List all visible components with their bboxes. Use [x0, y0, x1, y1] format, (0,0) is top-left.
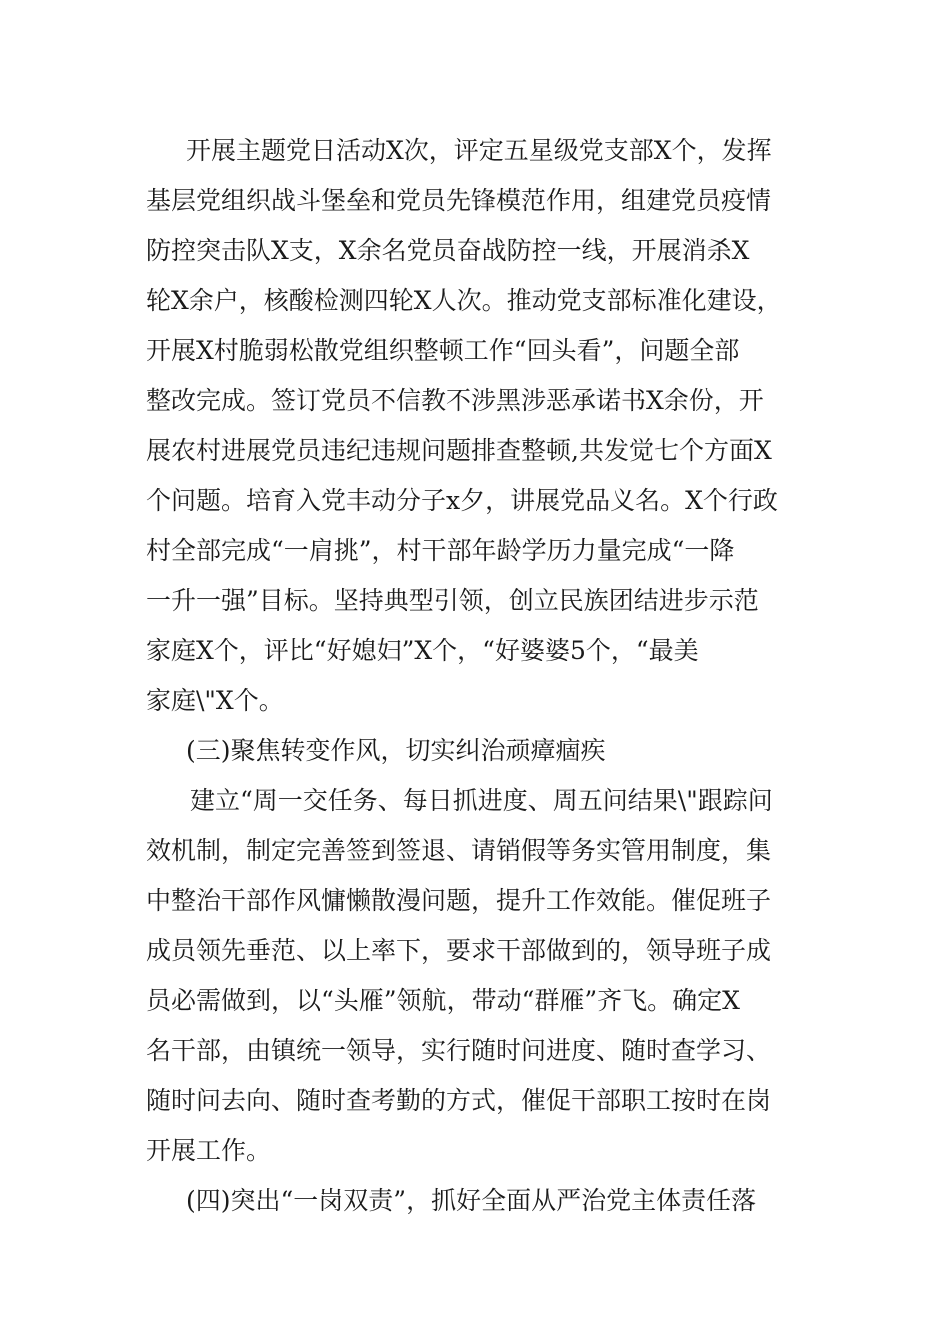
paragraph-2-line-4: 成员领先垂范、以上率下，要求干部做到的，领导班子成	[146, 936, 772, 965]
paragraph-1-line-5: 开展X村脆弱松散党组织整顿工作“回头看”，问题全部	[146, 336, 740, 365]
paragraph-1-line-4: 轮X余户，核酸检测四轮X人次。推动党支部标准化建设，	[146, 286, 782, 315]
paragraph-2-line-3: 中整治干部作风慵懒散漫问题，提升工作效能。催促班子	[146, 886, 772, 915]
paragraph-1-line-12: 家庭\"X个。	[146, 686, 284, 715]
paragraph-2-line-8: 开展工作。	[146, 1136, 272, 1165]
paragraph-2-line-5: 员必需做到，以“头雁”领航，带动“群雁”齐飞。确定X	[146, 986, 740, 1015]
paragraph-2-line-1: 建立“周一交任务、每日抓进度、周五问结果\"跟踪问	[190, 786, 773, 815]
paragraph-2-line-7: 随时问去向、随时查考勤的方式，催促干部职工按时在岗	[146, 1086, 772, 1115]
paragraph-2-line-2: 效机制，制定完善签到签退、请销假等务实管用制度，集	[146, 836, 772, 865]
section-heading-3: (三)聚焦转变作风，切实纠治顽瘴痼疾	[186, 736, 606, 765]
paragraph-1-line-11: 家庭X个，评比“好媳妇”X个，“好婆婆5个，“最美	[146, 636, 699, 665]
paragraph-1-line-7: 展农村进展党员违纪违规问题排查整顿,共发觉七个方面X	[146, 436, 772, 465]
paragraph-2-line-6: 名干部，由镇统一领导，实行随时问进度、随时查学习、	[146, 1036, 772, 1065]
paragraph-1-line-8: 个问题。培育入党丰动分子x夕，讲展党品义名。X个行政	[146, 486, 778, 515]
paragraph-1-line-3: 防控突击队X支，X余名党员奋战防控一线，开展消杀X	[146, 236, 750, 265]
paragraph-1-line-1: 开展主题党日活动X次，评定五星级党支部X个，发挥	[186, 136, 772, 165]
paragraph-1-line-6: 整改完成。签订党员不信教不涉黑涉恶承诺书X余份，开	[146, 386, 764, 415]
paragraph-1-line-10: 一升一强”目标。坚持典型引领，创立民族团结进步示范	[146, 586, 759, 615]
paragraph-1-line-9: 村全部完成“一肩挑”，村干部年龄学历力量完成“一降	[146, 536, 735, 565]
section-heading-4: (四)突出“一岗双责”，抓好全面从严治党主体责任落	[186, 1186, 757, 1215]
paragraph-1-line-2: 基层党组织战斗堡垒和党员先锋模范作用，组建党员疫情	[146, 186, 772, 215]
